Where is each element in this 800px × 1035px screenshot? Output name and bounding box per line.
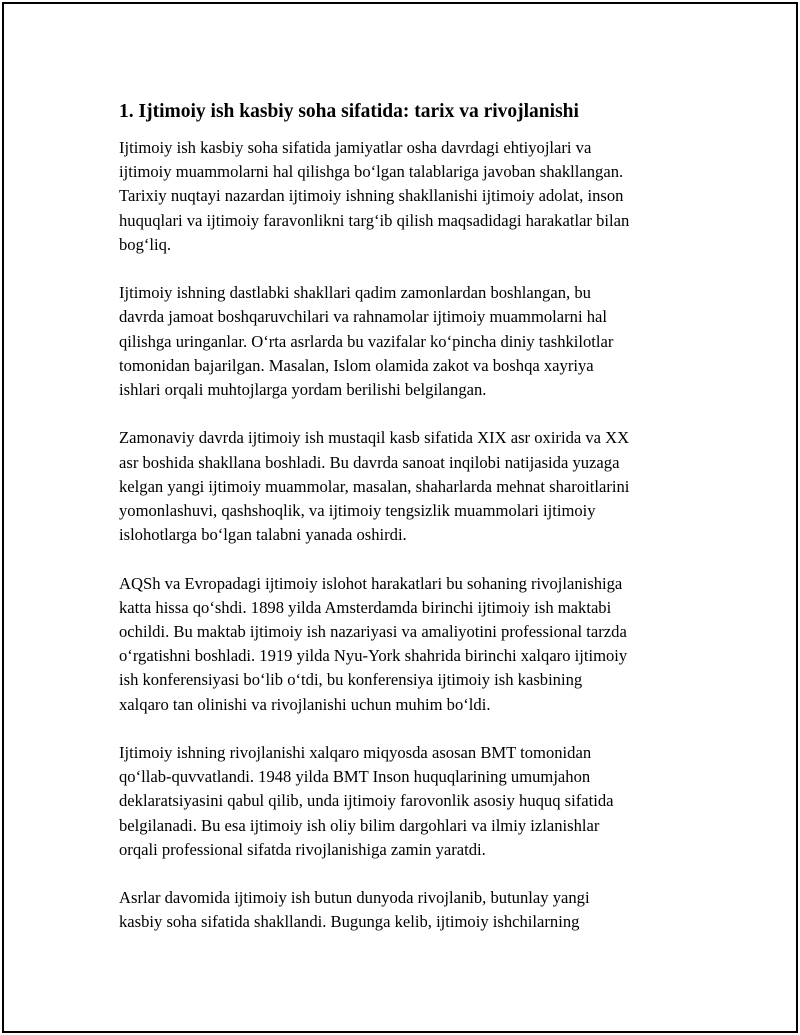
- text-line: Zamonaviy davrda ijtimoiy ish mustaqil kasb sifatida XIX asr oxirida va XX: [119, 428, 630, 448]
- text-line: islohotlarga bo‘lgan talabni yanada oshirdi.: [119, 525, 407, 545]
- text-line: xalqaro tan olinishi va rivojlanishi uchun muhim bo‘ldi.: [119, 694, 491, 714]
- document-page: [2, 2, 798, 1033]
- text-line: Asrlar davomida ijtimoiy ish butun dunyoda rivojlanib, butunlay yangi: [119, 888, 590, 908]
- text-line: belgilanadi. Bu esa ijtimoiy ish oliy bilim dargohlari va ilmiy izlanishlar: [119, 815, 600, 835]
- text-line: ochildi. Bu maktab ijtimoiy ish nazariyasi va amaliyotini professional tarzda: [119, 622, 627, 642]
- text-line: asr boshida shakllana boshladi. Bu davrda sanoat inqilobi natijasida yuzaga: [119, 452, 620, 472]
- text-line: Ijtimoiy ishning dastlabki shakllari qadim zamonlardan boshlangan, bu: [119, 283, 591, 303]
- text-line: Ijtimoiy ishning rivojlanishi xalqaro miqyosda asosan BMT tomonidan: [119, 743, 592, 763]
- text-line: ijtimoiy muammolarni hal qilishga bo‘lgan talablariga javoban shakllangan.: [119, 162, 624, 182]
- text-line: yomonlashuvi, qashshoqlik, va ijtimoiy tengsizlik muammolari ijtimoiy: [119, 501, 596, 521]
- text-line: katta hissa qo‘shdi. 1898 yilda Amsterdamda birinchi ijtimoiy ish maktabi: [119, 597, 612, 617]
- paragraph-2: [119, 281, 699, 402]
- text-line: huquqlari va ijtimoiy faravonlikni targ‘ib qilish maqsadidagi harakatlar bilan: [119, 210, 630, 230]
- text-line: tomonidan bajarilgan. Masalan, Islom olamida zakot va boshqa xayriya: [119, 355, 594, 375]
- paragraph-5: [119, 741, 699, 862]
- paragraph-6: [119, 886, 699, 934]
- text-line: AQSh va Evropadagi ijtimoiy islohot harakatlari bu sohaning rivojlanishiga: [119, 573, 623, 593]
- text-line: deklaratsiyasini qabul qilib, unda ijtimoiy farovonlik asosiy huquq sifatida: [119, 791, 614, 811]
- paragraph-3: [119, 426, 699, 547]
- text-line: kasbiy soha sifatida shakllandi. Bugunga kelib, ijtimoiy ishchilarning: [119, 912, 580, 932]
- text-line: Tarixiy nuqtayi nazardan ijtimoiy ishning shakllanishi ijtimoiy adolat, inson: [119, 186, 624, 206]
- text-line: ish konferensiyasi bo‘lib o‘tdi, bu konferensiya ijtimoiy ish kasbining: [119, 670, 583, 690]
- text-line: kelgan yangi ijtimoiy muammolar, masalan, shaharlarda mehnat sharoitlarini: [119, 476, 630, 496]
- text-line: qilishga uringanlar. O‘rta asrlarda bu vazifalar ko‘pincha diniy tashkilotlar: [119, 331, 614, 351]
- paragraph-1: [119, 136, 699, 257]
- text-line: orqali professional sifatda rivojlanishiga zamin yaratdi.: [119, 839, 486, 859]
- document-body: [119, 100, 699, 959]
- paragraph-4: [119, 572, 699, 717]
- text-line: ishlari orqali muhtojlarga yordam berilishi belgilangan.: [119, 380, 487, 400]
- text-line: qo‘llab-quvvatlandi. 1948 yilda BMT Inson huquqlarining umumjahon: [119, 767, 591, 787]
- text-line: bog‘liq.: [119, 234, 172, 254]
- text-line: davrda jamoat boshqaruvchilari va rahnamolar ijtimoiy muammolarni hal: [119, 307, 607, 327]
- text-line: o‘rgatishni boshladi. 1919 yilda Nyu-York shahrida birinchi xalqaro ijtimoiy: [119, 646, 628, 666]
- text-line: Ijtimoiy ish kasbiy soha sifatida jamiyatlar osha davrdagi ehtiyojlari va: [119, 138, 592, 157]
- section-heading: 1. Ijtimoiy ish kasbiy soha sifatida: tarix va rivojlanishi: [119, 101, 579, 122]
